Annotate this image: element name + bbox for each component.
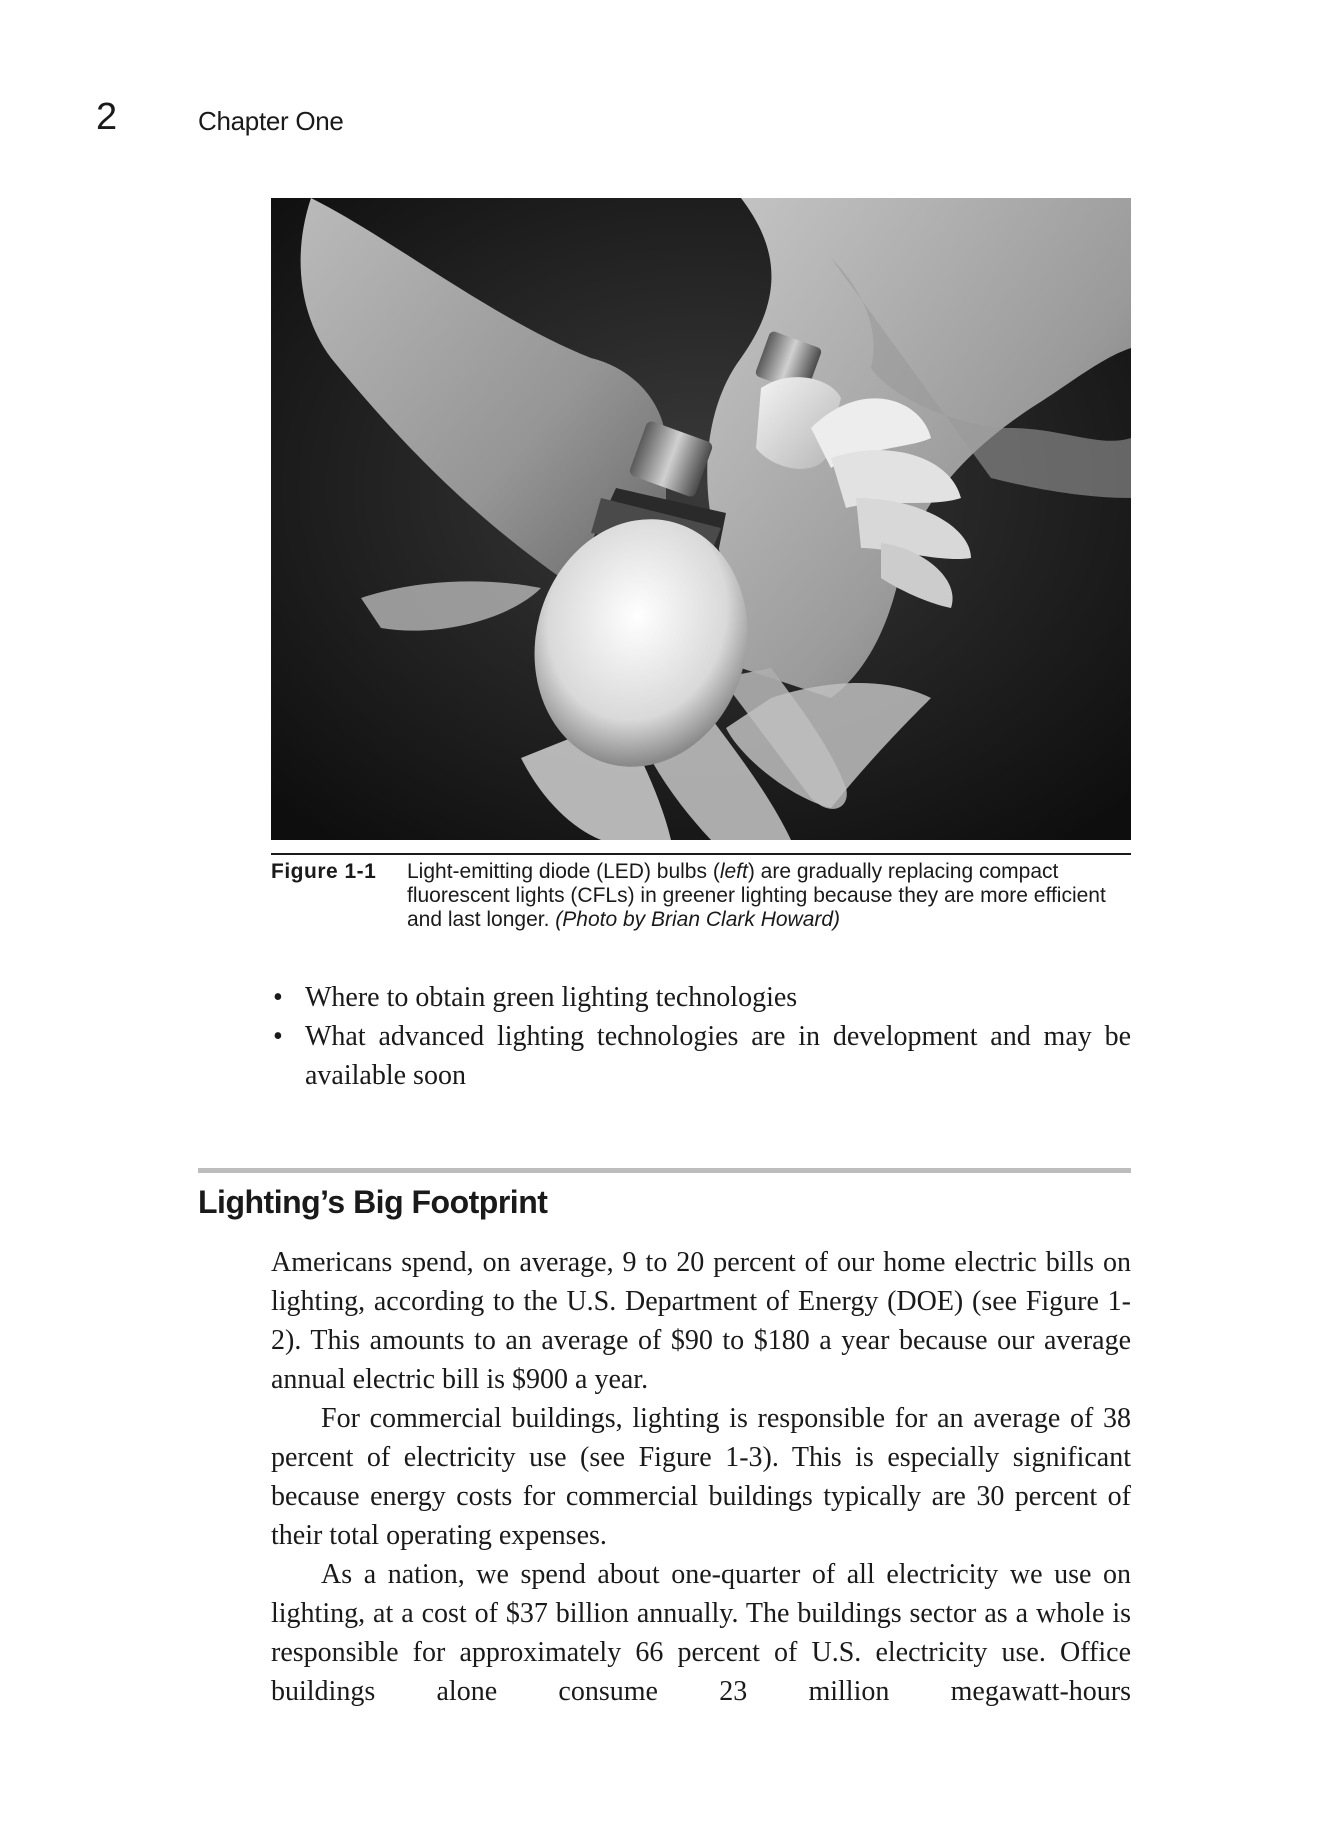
figure-label: Figure 1-1 xyxy=(271,860,377,883)
bullet-list xyxy=(271,978,1131,1095)
paragraph: Americans spend, on average, 9 to 20 percent of our home electric bills on lighting, according to the U.S. Department of Energy (DOE) (see Figure 1-2). This amounts to an average of $90 to $180 a year because our average annual electric bill is $900 a year. xyxy=(271,1247,1131,1395)
section-heading: Lighting’s Big Footprint xyxy=(198,1184,548,1220)
caption-part2: ) are gradually replacing compact fluorescent lights (CFLs) in greener lighting because they are more efficient and last longer. xyxy=(407,860,1106,931)
section-divider xyxy=(198,1168,1131,1173)
paragraph: For commercial buildings, lighting is responsible for an average of 38 percent of electricity use (see Figure 1-3). This is especially significant because energy costs for commercial buildings typically are 30 percent of their total operating expenses. xyxy=(271,1403,1131,1551)
list-item: • What advanced lighting technologies are in development and may be available soon xyxy=(271,1017,1131,1095)
paragraph: As a nation, we spend about one-quarter of all electricity we use on lighting, at a cost of $37 billion annually. The buildings sector as a whole is responsible for approximately 66 percent of U.S. electricity use. Office buildings alone consume 23 million megawatt-hours xyxy=(271,1559,1131,1707)
caption-italic: left xyxy=(719,860,748,883)
hands-holding-bulbs-illustration xyxy=(271,198,1131,840)
caption-part1: Light-emitting diode (LED) bulbs ( xyxy=(407,860,720,883)
page-number: 2 xyxy=(96,96,118,138)
photo-credit: (Photo by Brian Clark Howard) xyxy=(555,908,841,931)
caption-text xyxy=(407,860,1131,932)
list-item: • Where to obtain green lighting technologies xyxy=(271,978,1131,1017)
running-head: Chapter One xyxy=(198,106,344,136)
figure-photo xyxy=(271,198,1131,840)
caption-rule xyxy=(271,853,1131,855)
body-text xyxy=(271,1243,1131,1711)
